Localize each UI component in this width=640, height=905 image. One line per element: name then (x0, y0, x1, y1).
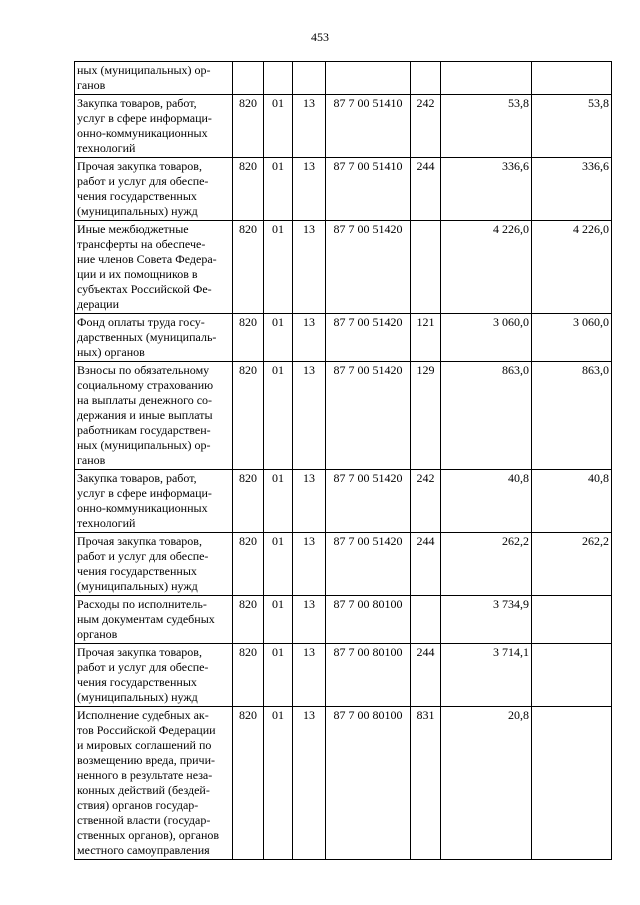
expense-type-cell: 129 (411, 362, 441, 470)
amount-cell-2: 4 226,0 (532, 221, 612, 314)
table-row (75, 95, 612, 158)
amount-cell-1: 53,8 (441, 95, 532, 158)
description-line: работникам государствен- (77, 423, 211, 437)
description-cell (75, 221, 233, 314)
description-line: Взносы по обязательному (77, 363, 210, 377)
ved-cell: 820 (233, 470, 264, 533)
amount-cell-1: 262,2 (441, 533, 532, 596)
section-cell (264, 62, 293, 95)
description-line: держания и иные выплаты (77, 408, 213, 422)
amount-cell-2 (532, 596, 612, 644)
subsection-cell: 13 (293, 314, 326, 362)
target-article-cell: 87 7 00 51410 (326, 158, 411, 221)
target-article-cell: 87 7 00 51420 (326, 533, 411, 596)
table-row (75, 470, 612, 533)
ved-cell: 820 (233, 95, 264, 158)
target-article-cell: 87 7 00 80100 (326, 707, 411, 860)
description-line: Фонд оплаты труда госу- (77, 315, 205, 329)
description-cell (75, 707, 233, 860)
subsection-cell: 13 (293, 644, 326, 707)
subsection-cell: 13 (293, 158, 326, 221)
description-line: ных) органов (77, 345, 145, 359)
section-cell: 01 (264, 470, 293, 533)
description-line: Прочая закупка товаров, (77, 645, 202, 659)
amount-cell-1: 4 226,0 (441, 221, 532, 314)
expense-type-cell: 242 (411, 95, 441, 158)
table-row (75, 362, 612, 470)
description-line: работ и услуг для обеспе- (77, 174, 209, 188)
expense-type-cell: 242 (411, 470, 441, 533)
target-article-cell: 87 7 00 51420 (326, 470, 411, 533)
description-line: ствия) органов государ- (77, 798, 199, 812)
table-row (75, 644, 612, 707)
description-line: ненного в результате неза- (77, 768, 213, 782)
description-line: Прочая закупка товаров, (77, 534, 202, 548)
section-cell: 01 (264, 596, 293, 644)
description-line: Иные межбюджетные (77, 222, 189, 236)
description-line: ным документам судебных (77, 612, 215, 626)
amount-cell-1: 863,0 (441, 362, 532, 470)
section-cell: 01 (264, 221, 293, 314)
ved-cell (233, 62, 264, 95)
expense-type-cell: 831 (411, 707, 441, 860)
description-line: услуг в сфере информаци- (77, 111, 212, 125)
description-line: Закупка товаров, работ, (77, 96, 197, 110)
amount-cell-2: 53,8 (532, 95, 612, 158)
expense-type-cell: 244 (411, 644, 441, 707)
table-row (75, 158, 612, 221)
description-line: органов (77, 627, 118, 641)
expense-type-cell: 121 (411, 314, 441, 362)
section-cell: 01 (264, 314, 293, 362)
description-line: на выплаты денежного со- (77, 393, 213, 407)
description-line: трансферты на обеспече- (77, 237, 206, 251)
description-line: ганов (77, 78, 106, 92)
amount-cell-1: 20,8 (441, 707, 532, 860)
ved-cell: 820 (233, 362, 264, 470)
description-line: ственных органов), органов (77, 828, 220, 842)
description-line: ных (муниципальных) ор- (77, 438, 211, 452)
description-line: работ и услуг для обеспе- (77, 660, 209, 674)
description-cell (75, 62, 233, 95)
description-cell (75, 362, 233, 470)
amount-cell-1: 336,6 (441, 158, 532, 221)
expense-type-cell: 244 (411, 533, 441, 596)
target-article-cell: 87 7 00 51420 (326, 362, 411, 470)
expense-type-cell (411, 62, 441, 95)
table-row (75, 314, 612, 362)
ved-cell: 820 (233, 644, 264, 707)
description-line: тов Российской Федерации (77, 723, 216, 737)
description-line: местного самоуправления (77, 843, 210, 857)
ved-cell: 820 (233, 221, 264, 314)
table-row (75, 707, 612, 860)
description-line: онно-коммуникационных (77, 126, 208, 140)
description-line: ции и их помощников в (77, 267, 198, 281)
amount-cell-2: 40,8 (532, 470, 612, 533)
description-line: субъектах Российской Фе- (77, 282, 212, 296)
description-line: чения государственных (77, 564, 197, 578)
target-article-cell (326, 62, 411, 95)
description-line: чения государственных (77, 675, 197, 689)
description-line: (муниципальных) нужд (77, 204, 198, 218)
description-line: дарственных (муниципаль- (77, 330, 217, 344)
description-line: технологий (77, 516, 136, 530)
ved-cell: 820 (233, 596, 264, 644)
description-cell (75, 95, 233, 158)
description-line: услуг в сфере информаци- (77, 486, 212, 500)
description-line: онно-коммуникационных (77, 501, 208, 515)
ved-cell: 820 (233, 707, 264, 860)
description-line: работ и услуг для обеспе- (77, 549, 209, 563)
description-line: ных (муниципальных) ор- (77, 63, 211, 77)
ved-cell: 820 (233, 533, 264, 596)
subsection-cell: 13 (293, 707, 326, 860)
description-line: чения государственных (77, 189, 197, 203)
description-cell (75, 158, 233, 221)
target-article-cell: 87 7 00 51420 (326, 221, 411, 314)
target-article-cell: 87 7 00 80100 (326, 596, 411, 644)
subsection-cell: 13 (293, 470, 326, 533)
amount-cell-2: 262,2 (532, 533, 612, 596)
expense-type-cell (411, 221, 441, 314)
description-line: (муниципальных) нужд (77, 690, 198, 704)
description-line: ственной власти (государ- (77, 813, 211, 827)
amount-cell-2 (532, 644, 612, 707)
ved-cell: 820 (233, 314, 264, 362)
description-line: возмещению вреда, причи- (77, 753, 216, 767)
description-line: ганов (77, 453, 106, 467)
amount-cell-1: 3 734,9 (441, 596, 532, 644)
amount-cell-2: 3 060,0 (532, 314, 612, 362)
section-cell: 01 (264, 644, 293, 707)
description-line: Закупка товаров, работ, (77, 471, 197, 485)
expense-type-cell (411, 596, 441, 644)
amount-cell-1: 3 714,1 (441, 644, 532, 707)
amount-cell-1: 40,8 (441, 470, 532, 533)
description-cell (75, 314, 233, 362)
description-line: дерации (77, 297, 120, 311)
target-article-cell: 87 7 00 51410 (326, 95, 411, 158)
amount-cell-2: 336,6 (532, 158, 612, 221)
amount-cell-2 (532, 707, 612, 860)
table-row (75, 62, 612, 95)
subsection-cell (293, 62, 326, 95)
table-row (75, 533, 612, 596)
description-cell (75, 644, 233, 707)
section-cell: 01 (264, 533, 293, 596)
target-article-cell: 87 7 00 80100 (326, 644, 411, 707)
description-line: ние членов Совета Федера- (77, 252, 217, 266)
section-cell: 01 (264, 95, 293, 158)
amount-cell-2: 863,0 (532, 362, 612, 470)
table-row (75, 221, 612, 314)
subsection-cell: 13 (293, 95, 326, 158)
expense-type-cell: 244 (411, 158, 441, 221)
description-cell (75, 596, 233, 644)
section-cell: 01 (264, 707, 293, 860)
target-article-cell: 87 7 00 51420 (326, 314, 411, 362)
table-body (75, 62, 612, 860)
description-line: (муниципальных) нужд (77, 579, 198, 593)
subsection-cell: 13 (293, 362, 326, 470)
description-line: Исполнение судебных ак- (77, 708, 209, 722)
page-number: 453 (311, 30, 329, 44)
budget-table (74, 61, 612, 860)
amount-cell-1 (441, 62, 532, 95)
ved-cell: 820 (233, 158, 264, 221)
description-line: Прочая закупка товаров, (77, 159, 202, 173)
subsection-cell: 13 (293, 533, 326, 596)
table-row (75, 596, 612, 644)
subsection-cell: 13 (293, 596, 326, 644)
amount-cell-1: 3 060,0 (441, 314, 532, 362)
description-line: и мировых соглашений по (77, 738, 212, 752)
description-line: конных действий (бездей- (77, 783, 210, 797)
amount-cell-2 (532, 62, 612, 95)
description-line: социальному страхованию (77, 378, 214, 392)
section-cell: 01 (264, 362, 293, 470)
subsection-cell: 13 (293, 221, 326, 314)
description-line: технологий (77, 141, 136, 155)
description-line: Расходы по исполнитель- (77, 597, 207, 611)
section-cell: 01 (264, 158, 293, 221)
description-cell (75, 533, 233, 596)
description-cell (75, 470, 233, 533)
